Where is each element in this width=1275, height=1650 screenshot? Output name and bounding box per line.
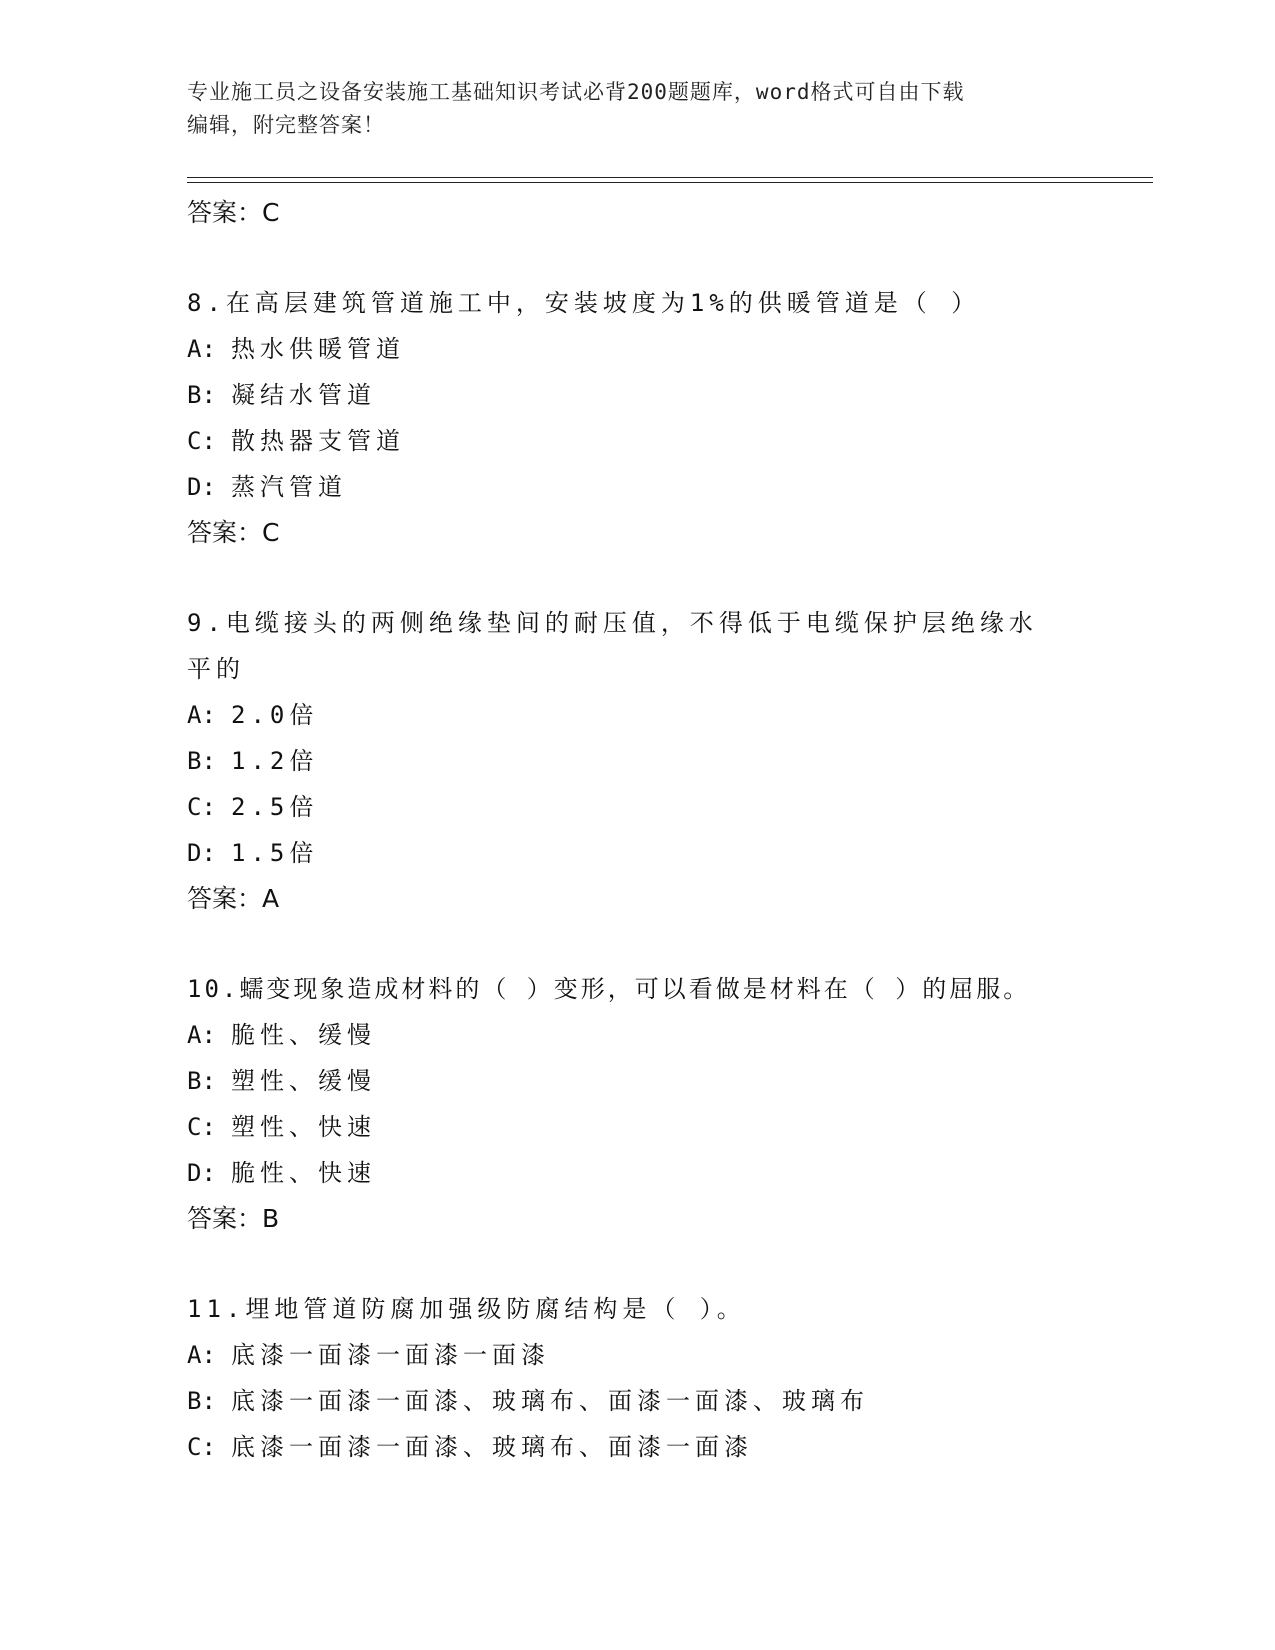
document-header xyxy=(187,76,1067,142)
option-label: D: xyxy=(187,839,216,867)
option-text: 脆性、快速 xyxy=(231,1159,376,1187)
answer-line: 答案：C xyxy=(187,518,280,547)
question-stem: 11.埋地管道防腐加强级防腐结构是（ ）。 xyxy=(187,1295,746,1323)
option-label: B: xyxy=(187,381,216,409)
option-label: B: xyxy=(187,1067,216,1095)
option-b xyxy=(187,1058,1087,1104)
option-text: 1.5倍 xyxy=(231,839,319,867)
option-d xyxy=(187,830,1087,876)
option-label: D: xyxy=(187,1159,216,1187)
option-label: C: xyxy=(187,1433,216,1461)
question-stem: 10.蠕变现象造成材料的（ ）变形，可以看做是材料在（ ）的屈服。 xyxy=(187,975,1031,1003)
option-d xyxy=(187,464,1087,510)
option-label: A: xyxy=(187,335,216,363)
option-text: 蒸汽管道 xyxy=(231,473,347,501)
option-text: 热水供暖管道 xyxy=(231,335,405,363)
spacer xyxy=(187,236,1087,280)
header-line-1: 专业施工员之设备安装施工基础知识考试必背200题题库，word格式可自由下载 xyxy=(187,80,965,104)
option-c xyxy=(187,418,1087,464)
question-stem: 8.在高层建筑管道施工中，安装坡度为1%的供暖管道是（ ） xyxy=(187,289,981,317)
answer-line: 答案：B xyxy=(187,1204,280,1233)
option-label: B: xyxy=(187,1387,216,1415)
option-text: 1.2倍 xyxy=(231,747,319,775)
previous-answer: 答案：C xyxy=(187,198,280,227)
header-line-2: 编辑，附完整答案！ xyxy=(187,113,385,137)
question-block-11 xyxy=(187,1286,1087,1470)
header-divider-bottom xyxy=(187,182,1153,183)
question-block-9 xyxy=(187,600,1087,922)
option-label: C: xyxy=(187,1113,216,1141)
option-text: 脆性、缓慢 xyxy=(231,1021,376,1049)
option-text: 凝结水管道 xyxy=(231,381,376,409)
option-label: A: xyxy=(187,1341,216,1369)
option-text: 散热器支管道 xyxy=(231,427,405,455)
option-text: 塑性、快速 xyxy=(231,1113,376,1141)
option-c xyxy=(187,1424,1087,1470)
option-text: 塑性、缓慢 xyxy=(231,1067,376,1095)
question-block-10 xyxy=(187,966,1087,1242)
option-d xyxy=(187,1150,1087,1196)
option-b xyxy=(187,738,1087,784)
header-divider-top xyxy=(187,177,1153,178)
option-c xyxy=(187,784,1087,830)
option-label: C: xyxy=(187,793,216,821)
option-c xyxy=(187,1104,1087,1150)
option-b xyxy=(187,372,1087,418)
spacer xyxy=(187,556,1087,600)
option-text: 2.0倍 xyxy=(231,701,319,729)
option-text: 底漆一面漆一面漆、玻璃布、面漆一面漆 xyxy=(231,1433,753,1461)
question-stem: 9.电缆接头的两侧绝缘垫间的耐压值，不得低于电缆保护层绝缘水平的 xyxy=(187,609,1038,683)
option-label: D: xyxy=(187,473,216,501)
option-a xyxy=(187,1332,1087,1378)
option-text: 2.5倍 xyxy=(231,793,319,821)
option-text: 底漆一面漆一面漆一面漆 xyxy=(231,1341,550,1369)
option-a xyxy=(187,692,1087,738)
option-text: 底漆一面漆一面漆、玻璃布、面漆一面漆、玻璃布 xyxy=(231,1387,869,1415)
answer-line: 答案：A xyxy=(187,884,280,913)
option-b xyxy=(187,1378,1087,1424)
question-block-8 xyxy=(187,280,1087,556)
option-a xyxy=(187,1012,1087,1058)
option-label: A: xyxy=(187,701,216,729)
spacer xyxy=(187,922,1087,966)
option-a xyxy=(187,326,1087,372)
spacer xyxy=(187,1242,1087,1286)
option-label: B: xyxy=(187,747,216,775)
question-list xyxy=(187,190,1087,1470)
option-label: A: xyxy=(187,1021,216,1049)
option-label: C: xyxy=(187,427,216,455)
